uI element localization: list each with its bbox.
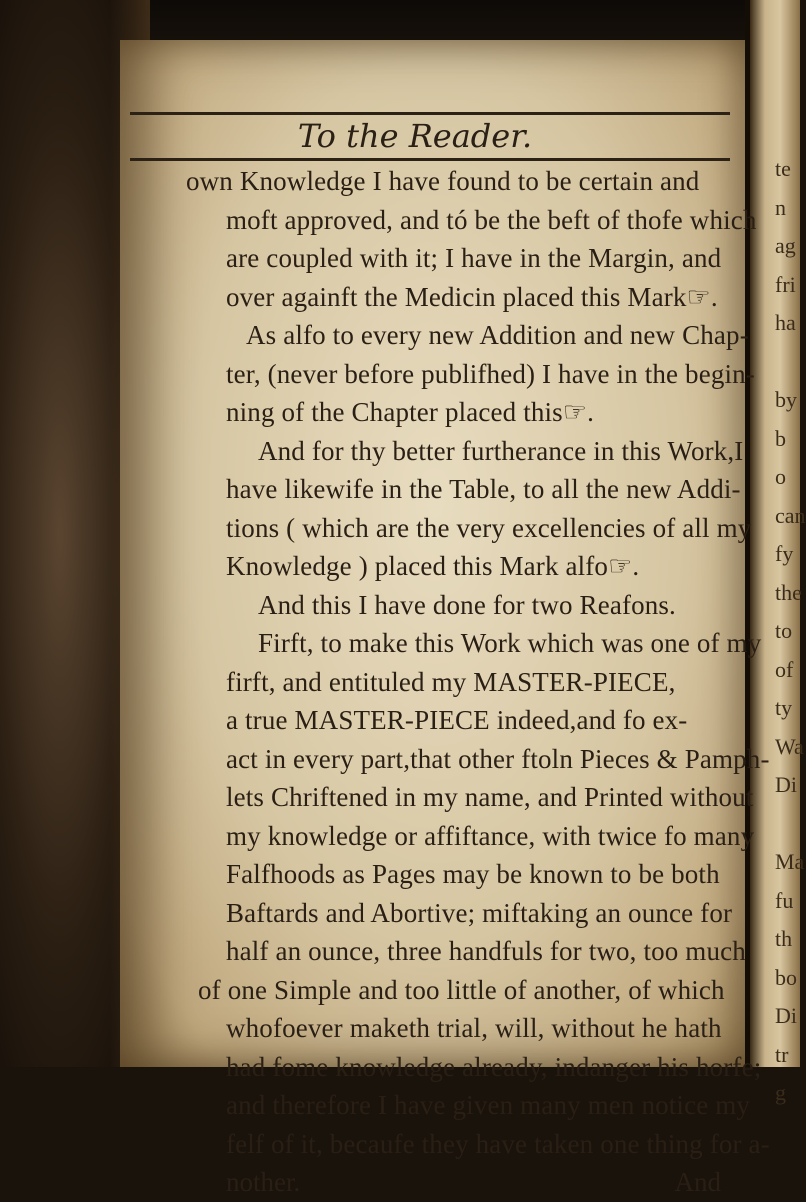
text-line: Baftards and Abortive; miftaking an ounce for xyxy=(226,897,733,928)
text-line: a true MASTER-PIECE indeed,and fo ex- xyxy=(226,705,688,735)
facing-page-fragment xyxy=(775,343,800,382)
text-line: are coupled with it; I have in the Margin, and xyxy=(226,243,722,273)
text-line: my knowledge or affiftance, with twice fo many xyxy=(226,820,755,851)
text-line: and therefore I have given many men notice my xyxy=(226,1090,751,1120)
facing-page-fragment: can xyxy=(775,502,806,528)
text-line: felf of it, becaufe they have taken one thing for a- xyxy=(226,1128,770,1159)
facing-page-fragment: ag xyxy=(775,233,796,258)
text-line: moft approved, and tó be the beft of thofe which xyxy=(226,204,757,235)
facing-page-fragment: Wa xyxy=(775,733,804,759)
text-line: Knowledge ) placed this Mark alfo☞. xyxy=(226,551,640,581)
facing-page-fragment: g xyxy=(775,1080,786,1105)
running-head: To the Reader. xyxy=(297,117,533,155)
catchword: And xyxy=(674,1167,721,1197)
header-rule-bottom xyxy=(130,158,730,161)
facing-page-fragment: bo xyxy=(775,964,797,990)
text-line: ning of the Chapter placed this☞. xyxy=(226,397,595,427)
facing-page-fragment: Di xyxy=(775,772,797,797)
facing-page-fragment: fri xyxy=(775,271,796,297)
facing-page-fragment: tr xyxy=(775,1041,789,1067)
facing-page-fragment: by xyxy=(775,387,797,412)
text-line: Falfhoods as Pages may be known to be both xyxy=(226,859,720,889)
facing-page-fragment: of xyxy=(775,656,794,682)
text-line: As alfo to every new Addition and new Chap- xyxy=(246,320,749,350)
facing-page-fragment: o xyxy=(775,464,786,489)
text-line: Firft, to make this Work which was one of my xyxy=(258,628,762,658)
text-line: whofoever maketh trial, will, without he hath xyxy=(226,1013,722,1043)
facing-page-fragment: te xyxy=(775,156,791,181)
text-line: of one Simple and too little of another, of which xyxy=(198,974,725,1005)
text-line: have likewife in the Table, to all the new Addi- xyxy=(226,474,741,504)
text-line: And for thy better furtherance in this Work,I xyxy=(258,435,744,466)
text-line: nother. xyxy=(226,1167,301,1197)
facing-page-fragments xyxy=(775,150,806,1113)
text-line: lets Chriftened in my name, and Printed without xyxy=(226,782,754,812)
text-line: firft, and entituled my MASTER-PIECE, xyxy=(226,666,676,697)
facing-page-fragment: the xyxy=(775,579,802,605)
facing-page-fragment: to xyxy=(775,618,793,643)
text-line: over againft the Medicin placed this Mark☞. xyxy=(226,281,718,312)
facing-page-fragment: Ma xyxy=(775,849,805,874)
text-line: had fome knowledge already, indanger his horfe; xyxy=(226,1051,762,1082)
facing-page-fragment: ty xyxy=(775,695,793,720)
text-line: ter, (never before publifhed) I have in the begin- xyxy=(226,358,755,389)
header-rule-top xyxy=(130,112,730,115)
text-line: act in every part,that other ftoln Pieces & Pamph- xyxy=(226,743,770,774)
facing-page-fragment xyxy=(775,805,800,844)
text-line: tions ( which are the very excellencies of all my xyxy=(226,512,752,543)
last-line xyxy=(186,1163,721,1202)
facing-page-fragment: b xyxy=(775,425,786,451)
body-text xyxy=(186,162,770,1202)
text-line: own Knowledge I have found to be certain and xyxy=(186,166,700,196)
text-line: half an ounce, three handfuls for two, too much xyxy=(226,936,746,966)
facing-page-fragment: n xyxy=(775,194,786,220)
facing-page-fragment: fy xyxy=(775,541,794,566)
facing-page-fragment: fu xyxy=(775,887,794,913)
text-line: And this I have done for two Reafons. xyxy=(258,589,676,620)
facing-page-fragment: th xyxy=(775,926,793,951)
facing-page-fragment: ha xyxy=(775,310,796,335)
facing-page-fragment: Di xyxy=(775,1003,797,1028)
